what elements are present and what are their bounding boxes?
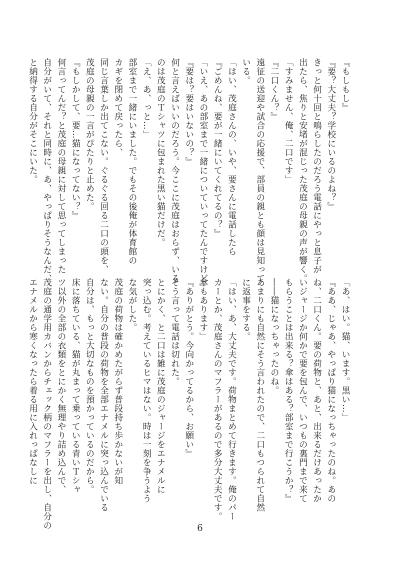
text-line: 茂庭の荷物は確かめたがらず普段持ち歩かないが知 — [112, 278, 123, 485]
text-line: ない。自分の普段の荷物を全部エナメルに突っ込んでいる — [98, 278, 109, 512]
text-line: ツ以外の全部の衣類をとにかく無理やり詰め込んで、 — [55, 278, 66, 494]
text-line: とにかく、と二口は雑に茂庭のジャージをエナメルに — [155, 278, 166, 494]
text-line: 「え、あ、っと…」 — [141, 58, 152, 139]
text-line: 「はい、茂庭さんの、いや、要さんに電話したら — [226, 58, 237, 256]
text-line: いジャージか何かで要を包んで、いつもの裏門まで来て — [297, 278, 308, 503]
text-line: 「すみません、俺、二口です」 — [283, 58, 294, 184]
text-block-upper — [27, 58, 352, 292]
page-number: 6 — [197, 524, 203, 534]
text-line: 自分は、もっと大切なものを預かっているのだから。 — [84, 278, 95, 494]
text-line: エナメルから寒くなったら着る用に入れっぱなしに — [27, 278, 38, 485]
text-line: 『もしもし』 — [340, 58, 350, 112]
text-line: 突っ込む。考えているヒマはない。時は一刻を争うよう — [141, 278, 152, 503]
text-line: と納得する自分がそこにいた。 — [27, 58, 38, 184]
text-line: そう言って電話は切れた。 — [169, 278, 180, 386]
text-line: カギを閉めて戻ったら、 — [112, 58, 123, 157]
text-line: 『要？大丈夫？学校にいるのよね？』 — [325, 58, 336, 211]
text-line: あまりにも自然にそう言われたので、二口もつられて自然 — [254, 278, 265, 512]
text-line: きっと何十回と鳴らしたのだろう電話にやっと息子が — [311, 58, 322, 274]
text-line: 『ありがとう。今向かってるから、お願い』 — [183, 278, 194, 458]
text-line: 茂庭の母親の一言がぴたりと止めた。 — [84, 58, 95, 211]
text-line: 『要は？要はいないの？』 — [183, 58, 194, 166]
text-line: 同じ言葉しか出てこない。ぐるぐる回る二口の頭を、 — [98, 58, 109, 274]
text-line: 「はい、あ、大丈夫です。荷物まとめて行きます。俺のパー — [226, 278, 237, 521]
text-line: 傘もあります」 — [197, 278, 208, 341]
text-line: 出たら、焦りと安堵が混じった茂庭の母親の声が響く。 — [297, 58, 308, 283]
text-line: 床に落ちている、猫が丸まって乗っている青いＴシャ — [70, 278, 81, 494]
text-line: 自分がいて、それと同時に、あ、やっぱりそうなんだ、 — [41, 58, 52, 283]
text-line: 『もしかして、要…猫になってない？』 — [70, 58, 81, 220]
text-line: 何と言えばいいのだろう。今ここに茂庭はおらず、いる — [169, 58, 180, 283]
text-line: 茂庭の通学用カバンからチェック柄のマフラーを出し、自分の — [41, 278, 52, 530]
text-line: のは茂庭のＴシャツに包まれた黒い猫だけだ。 — [155, 58, 166, 247]
text-line: もらうことは出来る？傘はある？部室まで行こうか？』 — [283, 278, 294, 503]
text-line: な気がした。 — [126, 278, 137, 332]
text-line: いる。 — [240, 58, 251, 85]
text-line: ね、二口くん。要の荷物と、あと、出来るだけあったか — [311, 278, 322, 503]
text-block-lower — [27, 278, 352, 530]
text-line: 「あ、はい。猫、います。黒い…」 — [340, 278, 350, 422]
text-line: ――猫になっちゃったのね。 — [268, 278, 279, 395]
text-line: 『ごめんね、要が一緒にいてくれてるの？』 — [212, 58, 223, 238]
text-line: 『ああ、じゃあ、やっぱり猫になっちゃったのね。あの — [325, 278, 336, 503]
text-line: カーとか、茂庭さんのマフラーがあるので多分大丈夫です。 — [212, 278, 223, 521]
text-line: 遠征の送迎や試合の応援で、部員の親とも顔は見知って — [254, 58, 265, 283]
text-line: 部室まで一緒にいました。でもその後俺が体育館の — [126, 58, 137, 265]
text-line: 「いえ、あの部室まで一緒についていってたんですけど」 — [197, 58, 208, 292]
text-line: 『二口くん？』 — [268, 58, 279, 121]
text-line: に返事をする。 — [240, 278, 251, 341]
text-line: 何言ってんだ？と茂庭の母親に対して思ってしまった — [55, 58, 66, 274]
